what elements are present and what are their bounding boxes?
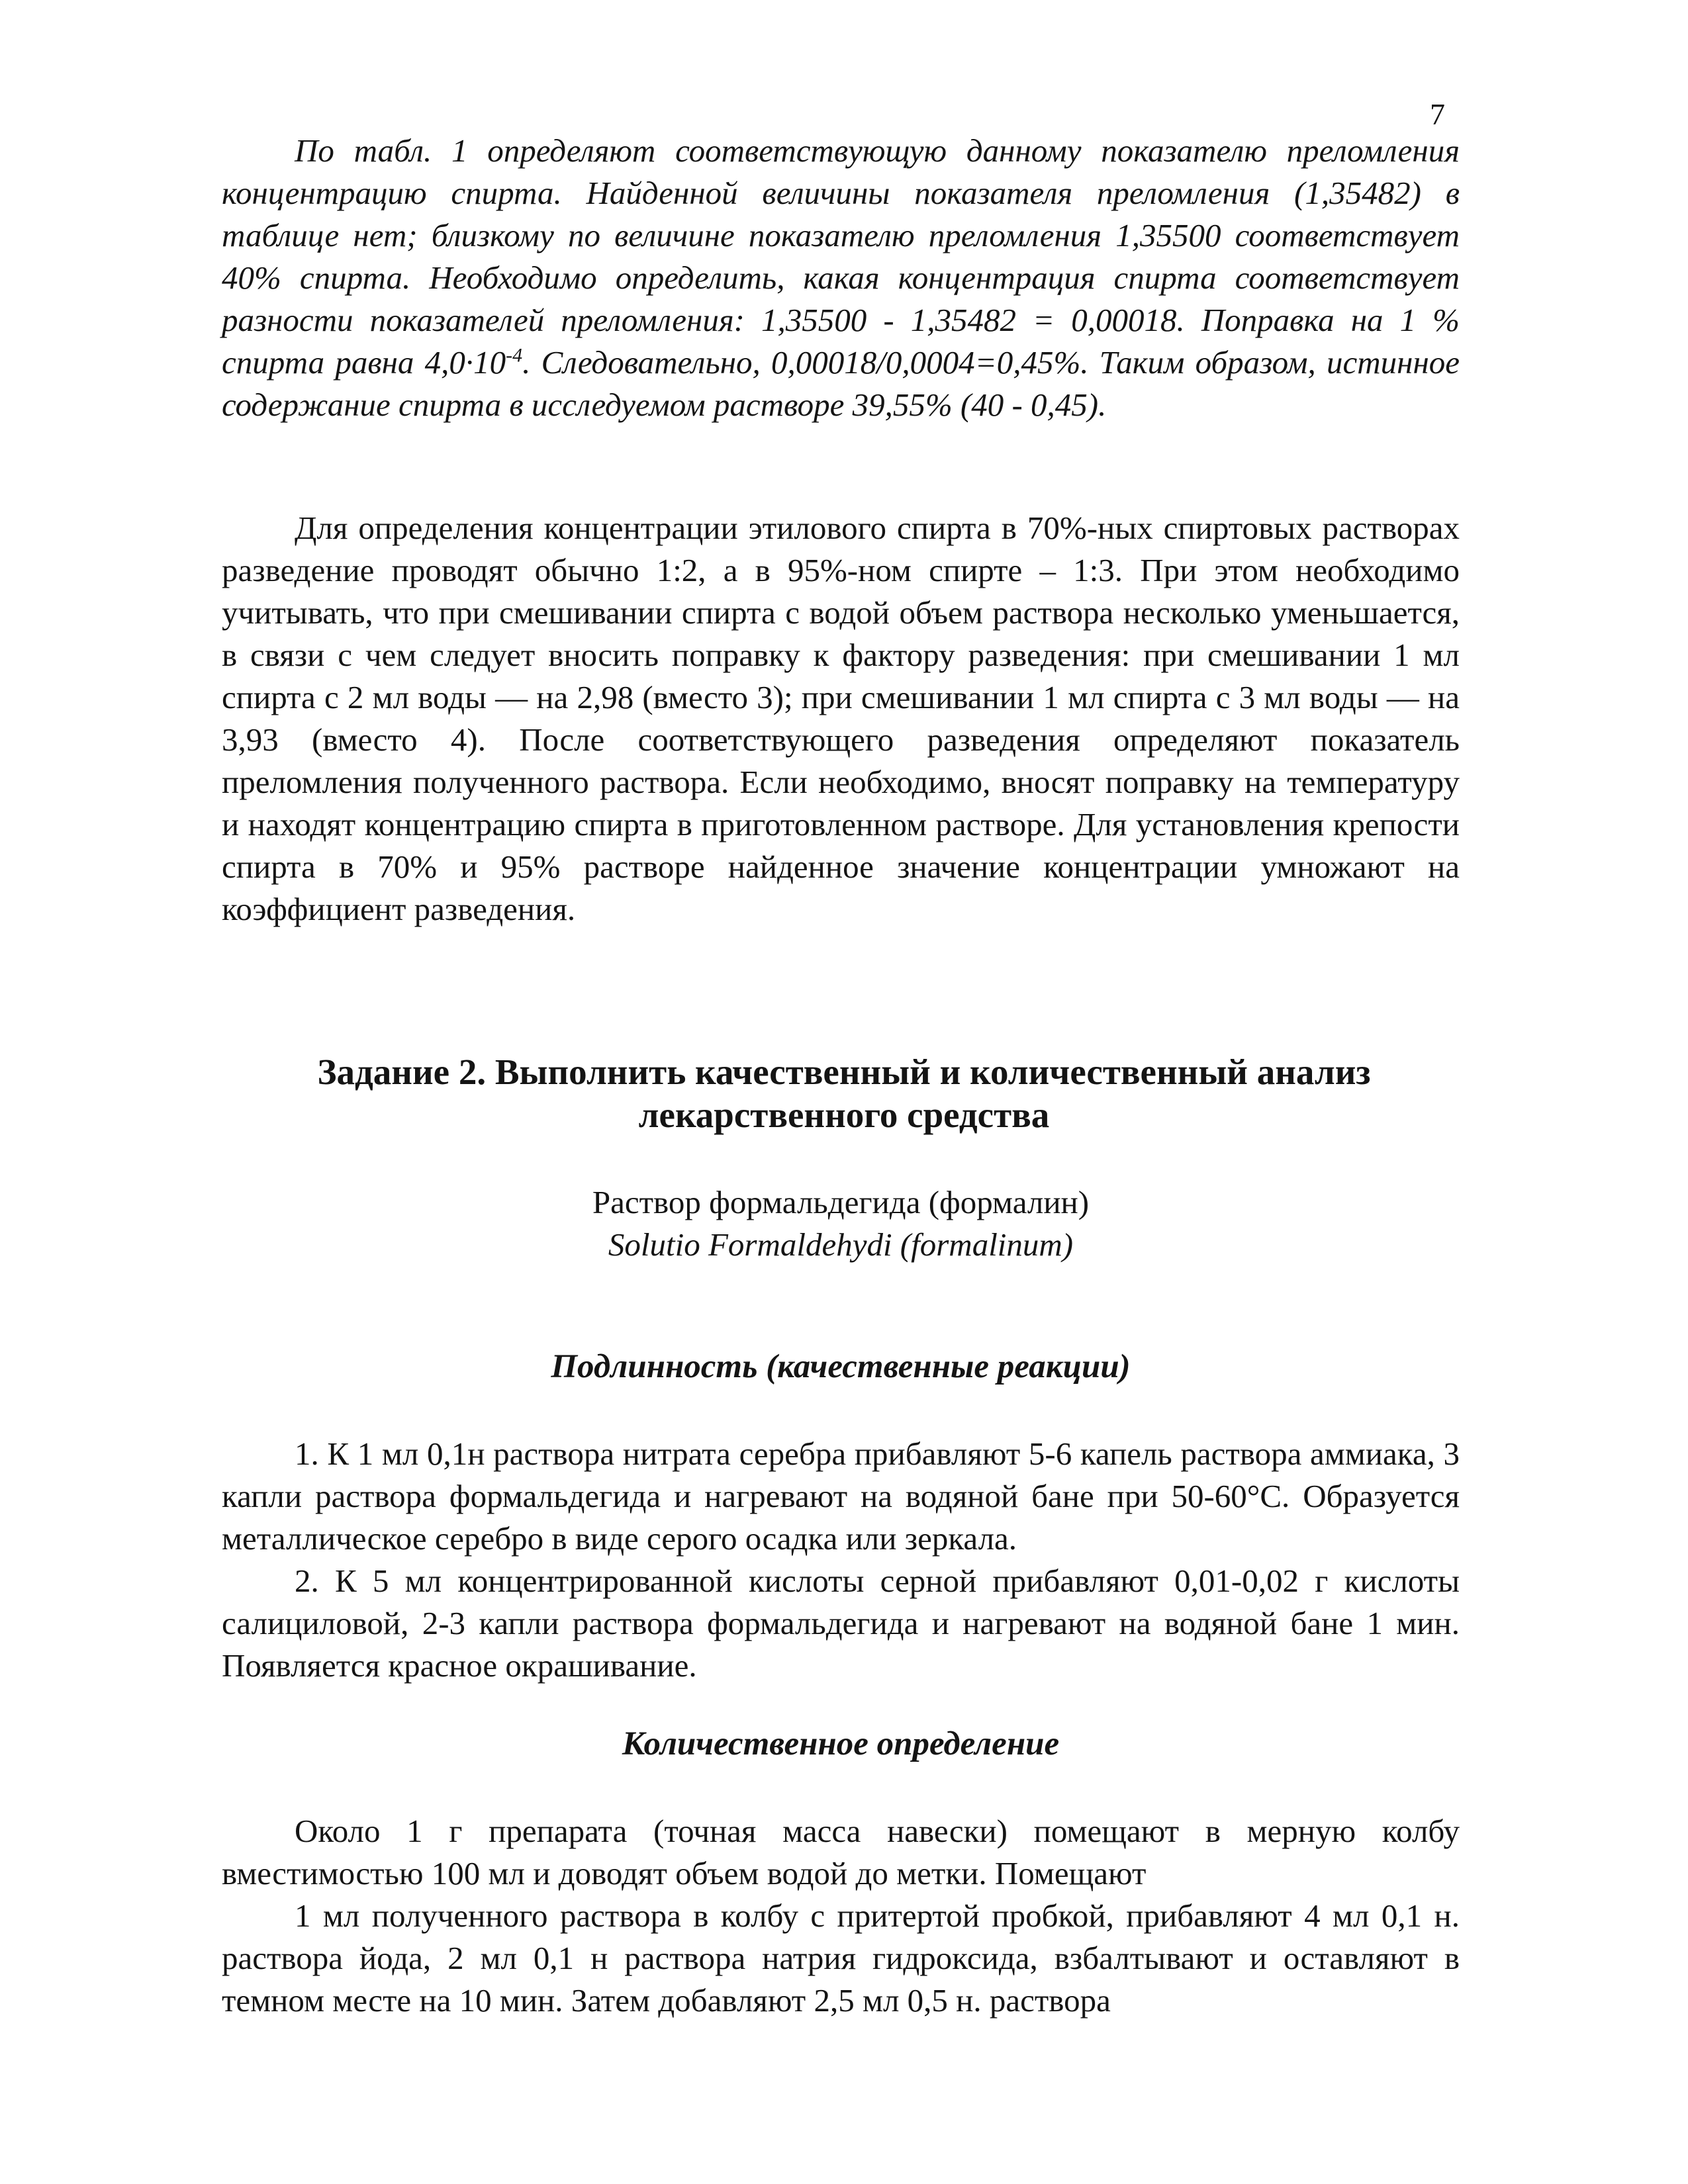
reaction-item-2: 2. К 5 мл концентрированной кислоты серной прибавляют 0,01-0,02 г кислоты салициловой, 2-3 капли раствора формальдегида и нагревают на водяной бане 1 мин. Появляется красное окрашивание. bbox=[222, 1563, 1460, 1684]
intro-text-part-1: По табл. 1 определяют соответствующую данному показателю преломления концентрацию спирта. Найденной величины показателя преломления (1,35482) в таблице нет; близкому по величине показателю преломления 1,35500 соответствует 40% спирта. Необходимо определить, какая концентрация спирта соответствует разности показателей преломления: 1,35500 - 1,35482 = 0,00018. Поправка на 1 % спирта равна 4,0·10 bbox=[222, 132, 1460, 381]
intro-exponent: -4 bbox=[506, 344, 523, 367]
page-number: 7 bbox=[1430, 97, 1445, 131]
quantitative-section-title: Количественное определение bbox=[622, 1725, 1060, 1762]
substance-name-russian: Раствор формальдегида (формалин) bbox=[592, 1184, 1090, 1220]
identity-reactions bbox=[222, 1433, 1460, 1687]
reaction-item-1: 1. К 1 мл 0,1н раствора нитрата серебра прибавляют 5-6 капель раствора аммиака, 3 капли раствора формальдегида и нагревают на водяной бане при 50-60°С. Образуется металлическое серебро в виде серого осадка или зеркала. bbox=[222, 1435, 1460, 1557]
intro-text-part-2: . Следовательно, 0,00018/0,0004=0,45%. Таким образом, истинное содержание спирта в исследуемом растворе 39,55% (40 - 0,45). bbox=[222, 344, 1460, 423]
task-heading-line-1: Задание 2. Выполнить качественный и количественный анализ bbox=[317, 1052, 1371, 1092]
quantitative-paragraph-1: Около 1 г препарата (точная масса навески) помещают в мерную колбу вместимостью 100 мл и доводят объем водой до метки. Помещают bbox=[222, 1813, 1460, 1891]
intro-paragraph bbox=[222, 130, 1460, 426]
identity-section-title: Подлинность (качественные реакции) bbox=[551, 1348, 1131, 1385]
quantitative-paragraph-2: 1 мл полученного раствора в колбу с притертой пробкой, прибавляют 4 мл 0,1 н. раствора йода, 2 мл 0,1 н раствора натрия гидроксида, взбалтывают и оставляют в темном месте на 10 мин. Затем добавляют 2,5 мл 0,5 н. раствора bbox=[222, 1897, 1460, 2019]
quantitative-paragraphs bbox=[222, 1810, 1460, 2022]
dilution-paragraph bbox=[222, 507, 1460, 931]
intro-text bbox=[222, 130, 1460, 426]
substance-name-latin: Solutio Formaldehydi (formalinum) bbox=[608, 1226, 1074, 1263]
task-heading-line-2: лекарственного средства bbox=[638, 1095, 1050, 1135]
dilution-text: Для определения концентрации этилового спирта в 70%-ных спиртовых растворах разведение проводят обычно 1:2, а в 95%-ном спирте – 1:3. При этом необходимо учитывать, что при смешивании спирта с водой объем раствора несколько уменьшается, в связи с чем следует вносить поправку к фактору разведения: при смешивании 1 мл спирта с 2 мл воды — на 2,98 (вместо 3); при смешивании 1 мл спирта с 3 мл воды — на 3,93 (вместо 4). После соответствующего разведения определяют показатель преломления полученного раствора. Если необходимо, вносят поправку на температуру и находят концентрацию спирта в приготовленном растворе. Для установления крепости спирта в 70% и 95% растворе найденное значение концентрации умножают на коэффициент разведения. bbox=[222, 510, 1460, 927]
